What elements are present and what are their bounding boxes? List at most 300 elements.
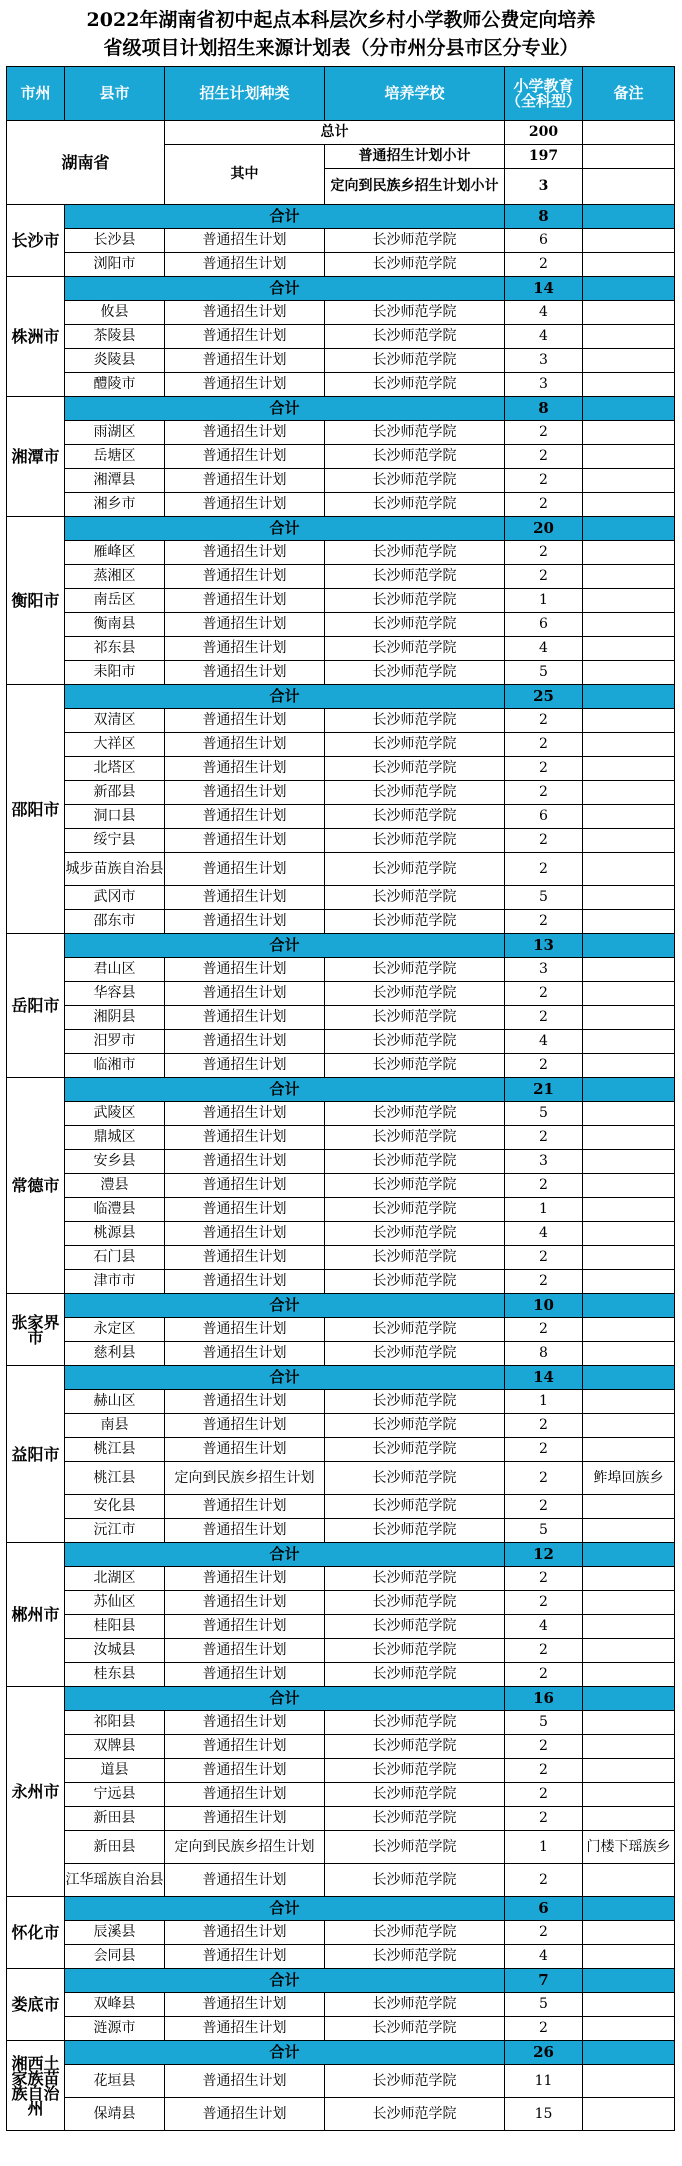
remark-cell bbox=[583, 781, 675, 805]
plan-type-cell: 普通招生计划 bbox=[165, 2098, 325, 2131]
count-cell: 2 bbox=[505, 493, 583, 517]
school-cell: 长沙师范学院 bbox=[325, 1102, 505, 1126]
plan-type-cell: 定向到民族乡招生计划 bbox=[165, 1831, 325, 1864]
table-row bbox=[7, 1615, 675, 1639]
plan-type-cell: 普通招生计划 bbox=[165, 661, 325, 685]
school-cell: 长沙师范学院 bbox=[325, 1174, 505, 1198]
table-row bbox=[7, 469, 675, 493]
school-cell: 长沙师范学院 bbox=[325, 1783, 505, 1807]
county-cell: 醴陵市 bbox=[65, 373, 165, 397]
remark-cell: 鲊埠回族乡 bbox=[583, 1462, 675, 1495]
count-cell: 2 bbox=[505, 829, 583, 853]
count-cell: 15 bbox=[505, 2098, 583, 2131]
city-total-remark bbox=[583, 1078, 675, 1102]
plan-type-cell: 普通招生计划 bbox=[165, 1615, 325, 1639]
school-cell: 长沙师范学院 bbox=[325, 253, 505, 277]
city-total-label: 合计 bbox=[65, 934, 505, 958]
city-total-value: 25 bbox=[505, 685, 583, 709]
remark-cell bbox=[583, 1993, 675, 2017]
table-row bbox=[7, 229, 675, 253]
school-cell: 长沙师范学院 bbox=[325, 958, 505, 982]
remark-cell bbox=[583, 1495, 675, 1519]
county-cell: 湘潭县 bbox=[65, 469, 165, 493]
county-cell: 绥宁县 bbox=[65, 829, 165, 853]
count-cell: 2 bbox=[505, 1591, 583, 1615]
school-cell: 长沙师范学院 bbox=[325, 1495, 505, 1519]
remark-cell bbox=[583, 2065, 675, 2098]
table-row bbox=[7, 421, 675, 445]
county-cell: 双牌县 bbox=[65, 1735, 165, 1759]
county-cell: 桃江县 bbox=[65, 1462, 165, 1495]
plan-type-cell: 普通招生计划 bbox=[165, 853, 325, 886]
city-total-row bbox=[7, 1543, 675, 1567]
table-row bbox=[7, 253, 675, 277]
remark-cell bbox=[583, 757, 675, 781]
plan-type-cell: 普通招生计划 bbox=[165, 2017, 325, 2041]
table-row bbox=[7, 1390, 675, 1414]
city-total-label: 合计 bbox=[65, 1687, 505, 1711]
count-cell: 1 bbox=[505, 1831, 583, 1864]
plan-type-cell: 普通招生计划 bbox=[165, 2065, 325, 2098]
plan-type-cell: 普通招生计划 bbox=[165, 637, 325, 661]
plan-type-cell: 普通招生计划 bbox=[165, 1126, 325, 1150]
table-row bbox=[7, 733, 675, 757]
school-cell: 长沙师范学院 bbox=[325, 1126, 505, 1150]
city-total-value: 21 bbox=[505, 1078, 583, 1102]
school-cell: 长沙师范学院 bbox=[325, 493, 505, 517]
county-cell: 雨湖区 bbox=[65, 421, 165, 445]
table-row bbox=[7, 1246, 675, 1270]
school-cell: 长沙师范学院 bbox=[325, 1519, 505, 1543]
table-row bbox=[7, 1126, 675, 1150]
plan-type-cell: 普通招生计划 bbox=[165, 469, 325, 493]
remark-cell bbox=[583, 613, 675, 637]
count-cell: 4 bbox=[505, 301, 583, 325]
school-cell: 长沙师范学院 bbox=[325, 637, 505, 661]
table-row bbox=[7, 1831, 675, 1864]
plan-type-cell: 普通招生计划 bbox=[165, 493, 325, 517]
remark-cell bbox=[583, 829, 675, 853]
remark-cell bbox=[583, 1663, 675, 1687]
count-cell: 2 bbox=[505, 1567, 583, 1591]
remark-cell bbox=[583, 886, 675, 910]
table-row bbox=[7, 1591, 675, 1615]
count-cell: 2 bbox=[505, 541, 583, 565]
city-total-row bbox=[7, 1969, 675, 1993]
school-cell: 长沙师范学院 bbox=[325, 421, 505, 445]
remark-cell bbox=[583, 1198, 675, 1222]
title-line-2: 省级项目计划招生来源计划表（分市州分县市区分专业） bbox=[103, 37, 579, 59]
plan-type-cell: 普通招生计划 bbox=[165, 1864, 325, 1897]
city-total-value: 12 bbox=[505, 1543, 583, 1567]
count-cell: 5 bbox=[505, 1993, 583, 2017]
table-row bbox=[7, 1438, 675, 1462]
city-total-label: 合计 bbox=[65, 2041, 505, 2065]
school-cell: 长沙师范学院 bbox=[325, 541, 505, 565]
remark-cell bbox=[583, 1759, 675, 1783]
count-cell: 2 bbox=[505, 781, 583, 805]
count-cell: 2 bbox=[505, 2017, 583, 2041]
count-cell: 3 bbox=[505, 958, 583, 982]
plan-type-cell: 普通招生计划 bbox=[165, 541, 325, 565]
province-general-label: 普通招生计划小计 bbox=[325, 145, 505, 169]
city-total-remark bbox=[583, 685, 675, 709]
county-cell: 浏阳市 bbox=[65, 253, 165, 277]
header-row bbox=[7, 67, 675, 121]
plan-type-cell: 普通招生计划 bbox=[165, 1054, 325, 1078]
plan-type-cell: 普通招生计划 bbox=[165, 325, 325, 349]
table-row bbox=[7, 2017, 675, 2041]
county-cell: 南岳区 bbox=[65, 589, 165, 613]
city-total-remark bbox=[583, 205, 675, 229]
county-cell: 桃江县 bbox=[65, 1438, 165, 1462]
city-total-row bbox=[7, 277, 675, 301]
table-row bbox=[7, 709, 675, 733]
plan-type-cell: 普通招生计划 bbox=[165, 1759, 325, 1783]
county-cell: 攸县 bbox=[65, 301, 165, 325]
school-cell: 长沙师范学院 bbox=[325, 1591, 505, 1615]
title-line-1: 2022年湖南省初中起点本科层次乡村小学教师公费定向培养 bbox=[86, 9, 596, 31]
city-name: 益阳市 bbox=[7, 1366, 65, 1543]
table-row bbox=[7, 325, 675, 349]
remark-cell bbox=[583, 1150, 675, 1174]
table-row bbox=[7, 661, 675, 685]
plan-type-cell: 普通招生计划 bbox=[165, 829, 325, 853]
school-cell: 长沙师范学院 bbox=[325, 1438, 505, 1462]
count-cell: 1 bbox=[505, 589, 583, 613]
remark-cell bbox=[583, 1438, 675, 1462]
county-cell: 永定区 bbox=[65, 1318, 165, 1342]
city-name: 永州市 bbox=[7, 1687, 65, 1897]
count-cell: 2 bbox=[505, 709, 583, 733]
header-school: 培养学校 bbox=[325, 67, 505, 121]
county-cell: 蒸湘区 bbox=[65, 565, 165, 589]
city-name: 湘潭市 bbox=[7, 397, 65, 517]
remark-cell bbox=[583, 1030, 675, 1054]
province-ethnic-label: 定向到民族乡招生计划小计 bbox=[325, 169, 505, 205]
count-cell: 5 bbox=[505, 1711, 583, 1735]
remark-cell bbox=[583, 1390, 675, 1414]
document-title bbox=[0, 0, 682, 62]
count-cell: 1 bbox=[505, 1390, 583, 1414]
table-row bbox=[7, 565, 675, 589]
remark-cell bbox=[583, 910, 675, 934]
remark-cell: 门楼下瑶族乡 bbox=[583, 1831, 675, 1864]
count-cell: 2 bbox=[505, 1759, 583, 1783]
plan-type-cell: 普通招生计划 bbox=[165, 229, 325, 253]
city-total-label: 合计 bbox=[65, 277, 505, 301]
enrollment-plan-table bbox=[6, 66, 675, 2131]
city-total-label: 合计 bbox=[65, 1897, 505, 1921]
remark-cell bbox=[583, 253, 675, 277]
city-name: 株洲市 bbox=[7, 277, 65, 397]
remark-cell bbox=[583, 1414, 675, 1438]
county-cell: 会同县 bbox=[65, 1945, 165, 1969]
count-cell: 2 bbox=[505, 1735, 583, 1759]
school-cell: 长沙师范学院 bbox=[325, 1639, 505, 1663]
table-row bbox=[7, 1462, 675, 1495]
table-row bbox=[7, 1807, 675, 1831]
city-total-label: 合计 bbox=[65, 1078, 505, 1102]
remark-cell bbox=[583, 541, 675, 565]
count-cell: 2 bbox=[505, 1807, 583, 1831]
remark-cell bbox=[583, 805, 675, 829]
count-cell: 3 bbox=[505, 1150, 583, 1174]
count-cell: 2 bbox=[505, 253, 583, 277]
plan-type-cell: 普通招生计划 bbox=[165, 1993, 325, 2017]
count-cell: 4 bbox=[505, 1030, 583, 1054]
city-total-remark bbox=[583, 934, 675, 958]
province-ethnic-value: 3 bbox=[505, 169, 583, 205]
city-total-remark bbox=[583, 1687, 675, 1711]
county-cell: 长沙县 bbox=[65, 229, 165, 253]
county-cell: 北塔区 bbox=[65, 757, 165, 781]
county-cell: 涟源市 bbox=[65, 2017, 165, 2041]
school-cell: 长沙师范学院 bbox=[325, 301, 505, 325]
count-cell: 4 bbox=[505, 325, 583, 349]
city-total-remark bbox=[583, 1294, 675, 1318]
county-cell: 沅江市 bbox=[65, 1519, 165, 1543]
city-total-row bbox=[7, 1366, 675, 1390]
count-cell: 6 bbox=[505, 229, 583, 253]
remark-cell bbox=[583, 1567, 675, 1591]
school-cell: 长沙师范学院 bbox=[325, 1054, 505, 1078]
count-cell: 3 bbox=[505, 349, 583, 373]
table-row bbox=[7, 637, 675, 661]
school-cell: 长沙师范学院 bbox=[325, 1030, 505, 1054]
school-cell: 长沙师范学院 bbox=[325, 325, 505, 349]
city-total-row bbox=[7, 1897, 675, 1921]
remark-cell bbox=[583, 1318, 675, 1342]
table-row bbox=[7, 1006, 675, 1030]
remark-cell bbox=[583, 349, 675, 373]
school-cell: 长沙师范学院 bbox=[325, 1342, 505, 1366]
table-row bbox=[7, 1222, 675, 1246]
county-cell: 桃源县 bbox=[65, 1222, 165, 1246]
county-cell: 邵东市 bbox=[65, 910, 165, 934]
county-cell: 北湖区 bbox=[65, 1567, 165, 1591]
school-cell: 长沙师范学院 bbox=[325, 2017, 505, 2041]
school-cell: 长沙师范学院 bbox=[325, 613, 505, 637]
county-cell: 茶陵县 bbox=[65, 325, 165, 349]
count-cell: 3 bbox=[505, 373, 583, 397]
county-cell: 辰溪县 bbox=[65, 1921, 165, 1945]
remark-cell bbox=[583, 373, 675, 397]
school-cell: 长沙师范学院 bbox=[325, 1945, 505, 1969]
plan-type-cell: 普通招生计划 bbox=[165, 1663, 325, 1687]
county-cell: 临湘市 bbox=[65, 1054, 165, 1078]
remark-cell bbox=[583, 1342, 675, 1366]
county-cell: 新田县 bbox=[65, 1807, 165, 1831]
header-county: 县市 bbox=[65, 67, 165, 121]
city-total-label: 合计 bbox=[65, 1294, 505, 1318]
table-row bbox=[7, 493, 675, 517]
count-cell: 5 bbox=[505, 886, 583, 910]
count-cell: 4 bbox=[505, 1615, 583, 1639]
plan-type-cell: 普通招生计划 bbox=[165, 1390, 325, 1414]
count-cell: 2 bbox=[505, 445, 583, 469]
table-row bbox=[7, 1945, 675, 1969]
table-row bbox=[7, 1102, 675, 1126]
table-row bbox=[7, 853, 675, 886]
school-cell: 长沙师范学院 bbox=[325, 805, 505, 829]
school-cell: 长沙师范学院 bbox=[325, 373, 505, 397]
school-cell: 长沙师范学院 bbox=[325, 1711, 505, 1735]
county-cell: 石门县 bbox=[65, 1246, 165, 1270]
remark-cell bbox=[583, 1783, 675, 1807]
count-cell: 2 bbox=[505, 1174, 583, 1198]
school-cell: 长沙师范学院 bbox=[325, 853, 505, 886]
city-total-row bbox=[7, 1687, 675, 1711]
plan-type-cell: 普通招生计划 bbox=[165, 958, 325, 982]
plan-type-cell: 普通招生计划 bbox=[165, 1030, 325, 1054]
city-total-label: 合计 bbox=[65, 397, 505, 421]
table-row bbox=[7, 613, 675, 637]
count-cell: 2 bbox=[505, 1270, 583, 1294]
remark-cell bbox=[583, 1054, 675, 1078]
count-cell: 2 bbox=[505, 757, 583, 781]
county-cell: 华容县 bbox=[65, 982, 165, 1006]
city-total-row bbox=[7, 1294, 675, 1318]
table-row bbox=[7, 1150, 675, 1174]
county-cell: 江华瑶族自治县 bbox=[65, 1864, 165, 1897]
city-total-row bbox=[7, 1078, 675, 1102]
plan-type-cell: 普通招生计划 bbox=[165, 301, 325, 325]
school-cell: 长沙师范学院 bbox=[325, 1921, 505, 1945]
county-cell: 雁峰区 bbox=[65, 541, 165, 565]
school-cell: 长沙师范学院 bbox=[325, 589, 505, 613]
remark-cell bbox=[583, 958, 675, 982]
table-row bbox=[7, 1864, 675, 1897]
province-total-remark bbox=[583, 121, 675, 145]
count-cell: 2 bbox=[505, 421, 583, 445]
table-row bbox=[7, 1414, 675, 1438]
plan-type-cell: 普通招生计划 bbox=[165, 1342, 325, 1366]
city-name: 常德市 bbox=[7, 1078, 65, 1294]
school-cell: 长沙师范学院 bbox=[325, 733, 505, 757]
school-cell: 长沙师范学院 bbox=[325, 910, 505, 934]
school-cell: 长沙师范学院 bbox=[325, 829, 505, 853]
school-cell: 长沙师范学院 bbox=[325, 1759, 505, 1783]
county-cell: 君山区 bbox=[65, 958, 165, 982]
county-cell: 城步苗族自治县 bbox=[65, 853, 165, 886]
school-cell: 长沙师范学院 bbox=[325, 1663, 505, 1687]
county-cell: 武冈市 bbox=[65, 886, 165, 910]
school-cell: 长沙师范学院 bbox=[325, 1462, 505, 1495]
city-total-value: 7 bbox=[505, 1969, 583, 1993]
count-cell: 1 bbox=[505, 1198, 583, 1222]
plan-type-cell: 普通招生计划 bbox=[165, 565, 325, 589]
school-cell: 长沙师范学院 bbox=[325, 1006, 505, 1030]
count-cell: 2 bbox=[505, 565, 583, 589]
remark-cell bbox=[583, 1222, 675, 1246]
table-row bbox=[7, 1054, 675, 1078]
plan-type-cell: 普通招生计划 bbox=[165, 910, 325, 934]
count-cell: 2 bbox=[505, 733, 583, 757]
count-cell: 4 bbox=[505, 1222, 583, 1246]
school-cell: 长沙师范学院 bbox=[325, 469, 505, 493]
school-cell: 长沙师范学院 bbox=[325, 1246, 505, 1270]
remark-cell bbox=[583, 325, 675, 349]
count-cell: 2 bbox=[505, 1438, 583, 1462]
city-total-value: 6 bbox=[505, 1897, 583, 1921]
count-cell: 2 bbox=[505, 1462, 583, 1495]
remark-cell bbox=[583, 661, 675, 685]
plan-type-cell: 普通招生计划 bbox=[165, 1783, 325, 1807]
school-cell: 长沙师范学院 bbox=[325, 2098, 505, 2131]
plan-type-cell: 普通招生计划 bbox=[165, 709, 325, 733]
plan-type-cell: 普通招生计划 bbox=[165, 1735, 325, 1759]
plan-type-cell: 普通招生计划 bbox=[165, 1438, 325, 1462]
count-cell: 2 bbox=[505, 982, 583, 1006]
plan-type-cell: 普通招生计划 bbox=[165, 1567, 325, 1591]
table-row bbox=[7, 1030, 675, 1054]
plan-type-cell: 普通招生计划 bbox=[165, 1639, 325, 1663]
city-total-label: 合计 bbox=[65, 685, 505, 709]
table-row bbox=[7, 1993, 675, 2017]
city-name: 怀化市 bbox=[7, 1897, 65, 1969]
remark-cell bbox=[583, 1174, 675, 1198]
plan-type-cell: 普通招生计划 bbox=[165, 1495, 325, 1519]
count-cell: 5 bbox=[505, 1519, 583, 1543]
province-general-remark bbox=[583, 145, 675, 169]
plan-type-cell: 普通招生计划 bbox=[165, 589, 325, 613]
school-cell: 长沙师范学院 bbox=[325, 1831, 505, 1864]
remark-cell bbox=[583, 421, 675, 445]
table-row bbox=[7, 829, 675, 853]
county-cell: 花垣县 bbox=[65, 2065, 165, 2098]
table-row bbox=[7, 2098, 675, 2131]
city-total-remark bbox=[583, 517, 675, 541]
province-total-row bbox=[7, 121, 675, 145]
plan-type-cell: 普通招生计划 bbox=[165, 445, 325, 469]
remark-cell bbox=[583, 1711, 675, 1735]
remark-cell bbox=[583, 1807, 675, 1831]
table-row bbox=[7, 1735, 675, 1759]
table-row bbox=[7, 805, 675, 829]
count-cell: 4 bbox=[505, 1945, 583, 1969]
city-total-remark bbox=[583, 1969, 675, 1993]
province-total-label: 总计 bbox=[165, 121, 505, 145]
city-total-value: 20 bbox=[505, 517, 583, 541]
city-total-label: 合计 bbox=[65, 517, 505, 541]
table-row bbox=[7, 2065, 675, 2098]
school-cell: 长沙师范学院 bbox=[325, 661, 505, 685]
plan-type-cell: 普通招生计划 bbox=[165, 805, 325, 829]
table-row bbox=[7, 1318, 675, 1342]
county-cell: 新田县 bbox=[65, 1831, 165, 1864]
school-cell: 长沙师范学院 bbox=[325, 1198, 505, 1222]
city-name: 张家界市 bbox=[7, 1294, 65, 1366]
county-cell: 双清区 bbox=[65, 709, 165, 733]
city-name: 衡阳市 bbox=[7, 517, 65, 685]
remark-cell bbox=[583, 1519, 675, 1543]
county-cell: 洞口县 bbox=[65, 805, 165, 829]
county-cell: 汝城县 bbox=[65, 1639, 165, 1663]
count-cell: 5 bbox=[505, 1102, 583, 1126]
remark-cell bbox=[583, 589, 675, 613]
remark-cell bbox=[583, 637, 675, 661]
county-cell: 临澧县 bbox=[65, 1198, 165, 1222]
plan-type-cell: 普通招生计划 bbox=[165, 1198, 325, 1222]
header-plan-type: 招生计划种类 bbox=[165, 67, 325, 121]
county-cell: 大祥区 bbox=[65, 733, 165, 757]
city-total-remark bbox=[583, 1366, 675, 1390]
city-total-remark bbox=[583, 2041, 675, 2065]
school-cell: 长沙师范学院 bbox=[325, 1414, 505, 1438]
header-city: 市州 bbox=[7, 67, 65, 121]
plan-type-cell: 普通招生计划 bbox=[165, 1174, 325, 1198]
